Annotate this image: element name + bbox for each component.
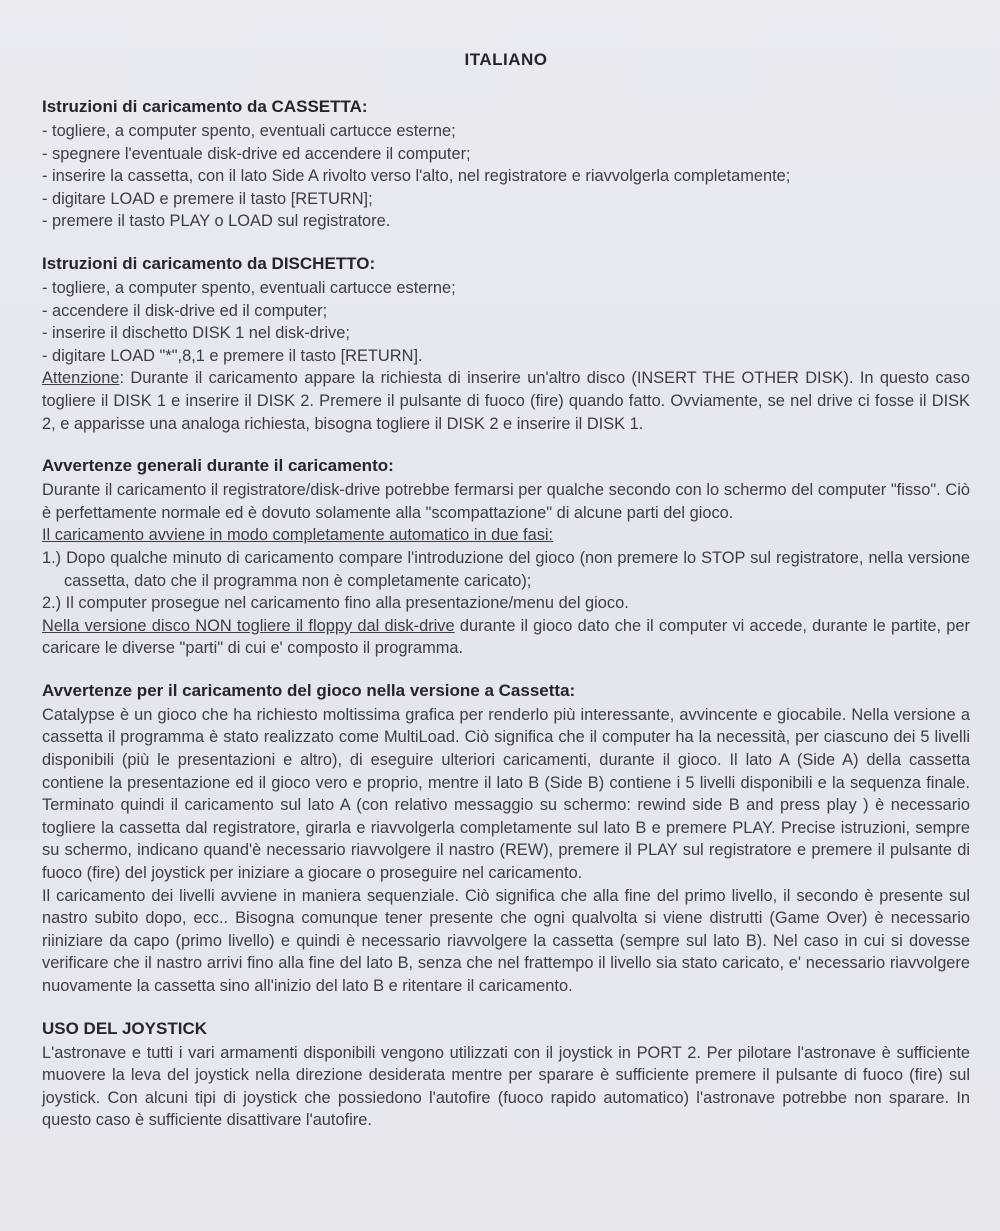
disk-floppy-note-label: Nella versione disco NON togliere il floppy dal disk-drive (42, 616, 455, 635)
disk-section (42, 253, 970, 435)
tape-game-paragraph: Catalypse è un gioco che ha richiesto moltissima grafica per renderlo più interessante, avvincente e giocabile. Nella versione a cassetta il programma è stato realizzato come MultiLoad. Ciò significa che il computer ha la necessità, per ciascuno dei 5 livelli disponibili (più le presentazioni e altro), di eseguire ulteriori caricamenti, durante il gioco. Il lato A (Side A) della cassetta contiene la presentazione ed il gioco vero e proprio, mentre il lato B (Side B) contiene i 5 livelli disponibili e la sequenza finale. Terminato quindi il caricamento sul lato A (con relativo messaggio su schermo: rewind side B and press play ) è necessario togliere la cassetta dal registratore, girarla e riavvolgerla completamente sul lato B e premere PLAY. Precise istruzioni, sempre su schermo, indicano quand'è necessario riavvolgere il nastro (REW), premere il PLAY sul registratore e premere il pulsante di fuoco (fire) del joystick per iniziare a giocare o proseguire nel caricamento. (42, 705, 970, 883)
cassette-heading: Istruzioni di caricamento da CASSETTA: (42, 97, 368, 116)
general-heading: Avvertenze generali durante il caricamento: (42, 456, 394, 476)
disk-note (42, 367, 970, 435)
disk-step: - digitare LOAD "*",8,1 e premere il tasto [RETURN]. (42, 346, 423, 365)
disk-step: - inserire il dischetto DISK 1 nel disk-drive; (42, 324, 350, 343)
disk-step: - togliere, a computer spento, eventuali cartucce esterne; (42, 278, 456, 297)
phase-1: 1.) Dopo qualche minuto di caricamento compare l'introduzione del gioco (non premere lo STOP sul registratore, nella versione cassetta, dato che il programma non è completamente caricato); (42, 548, 970, 590)
disk-floppy-note-text: durante il gioco dato che il computer vi accede, durante le partite, per caricare le diverse "parti" di cui e' composto il programma. (42, 616, 970, 658)
general-section (42, 455, 970, 660)
cassette-step: - digitare LOAD e premere il tasto [RETURN]; (42, 189, 373, 208)
cassette-step: - inserire la cassetta, con il lato Side A rivolto verso l'alto, nel registratore e riavvolgerla completamente; (42, 167, 791, 186)
general-intro: Durante il caricamento il registratore/disk-drive potrebbe fermarsi per qualche secondo con lo schermo del computer "fisso". Ciò è perfettamente normale ed è dovuto solamente alla "scompattazione" di alcune parti del gioco. (42, 481, 970, 522)
cassette-step: - togliere, a computer spento, eventuali cartucce esterne; (42, 122, 456, 140)
cassette-section (42, 96, 970, 233)
tape-game-section (42, 680, 970, 998)
phases-label: Il caricamento avviene in modo completamente automatico in due fasi: (42, 526, 554, 545)
phase-2: 2.) Il computer prosegue nel caricamento fino alla presentazione/menu del gioco. (42, 594, 629, 613)
cassette-step: - premere il tasto PLAY o LOAD sul registratore. (42, 212, 391, 231)
joystick-heading: USO DEL JOYSTICK (42, 1018, 207, 1038)
disk-note-text: : Durante il caricamento appare la richiesta di inserire un'altro disco (INSERT THE OTHER DISK). In questo caso togliere il DISK 1 e inserire il DISK 2. Premere il pulsante di fuoco (fire) quando fatto. Ovviamente, se nel drive ci fosse il DISK 2, e apparisse una analoga richiesta, bisogna togliere il DISK 2 e inserire il DISK 1. (42, 369, 970, 433)
tape-game-paragraph: Il caricamento dei livelli avviene in maniera sequenziale. Ciò significa che alla fine del primo livello, il secondo è presente sul nastro subito dopo, ecc.. Bisogna comunque tener presente che ogni qualvolta si viene distrutti (Game Over) è necessario riiniziare da capo (primo livello) e quindi è necessario riavvolgere la cassetta (sempre sul lato B). Nel caso in cui si dovesse verificare che il nastro arrivi fino alla fine del lato B, senza che nel frattempo il livello sia stato caricato, e' necessario riavvolgere nuovamente la cassetta sino all'inizio del lato B e ritentare il caricamento. (42, 886, 970, 995)
joystick-paragraph: L'astronave e tutti i vari armamenti disponibili vengono utilizzati con il joystick in PORT 2. Per pilotare l'astronave è sufficiente muovere la leva del joystick nella direzione desiderata mentre per sparare è sufficiente premere il pulsante di fuoco (fire) sul joystick. Con alcuni tipi di joystick che possiedono l'autofire (fuoco rapido automatico) l'astronave potrebbe non sparare. In questo caso è sufficiente disattivare l'autofire. (42, 1043, 970, 1130)
tape-game-heading: Avvertenze per il caricamento del gioco nella versione a Cassetta: (42, 680, 576, 700)
page-title: ITALIANO (464, 50, 548, 69)
disk-step: - accendere il disk-drive ed il computer; (42, 301, 328, 320)
disk-heading: Istruzioni di caricamento da DISCHETTO: (42, 253, 376, 273)
disk-note-label: Attenzione (42, 369, 120, 388)
disk-floppy-note (42, 615, 970, 660)
joystick-section (42, 1018, 970, 1132)
cassette-step: - spegnere l'eventuale disk-drive ed accendere il computer; (42, 144, 471, 163)
